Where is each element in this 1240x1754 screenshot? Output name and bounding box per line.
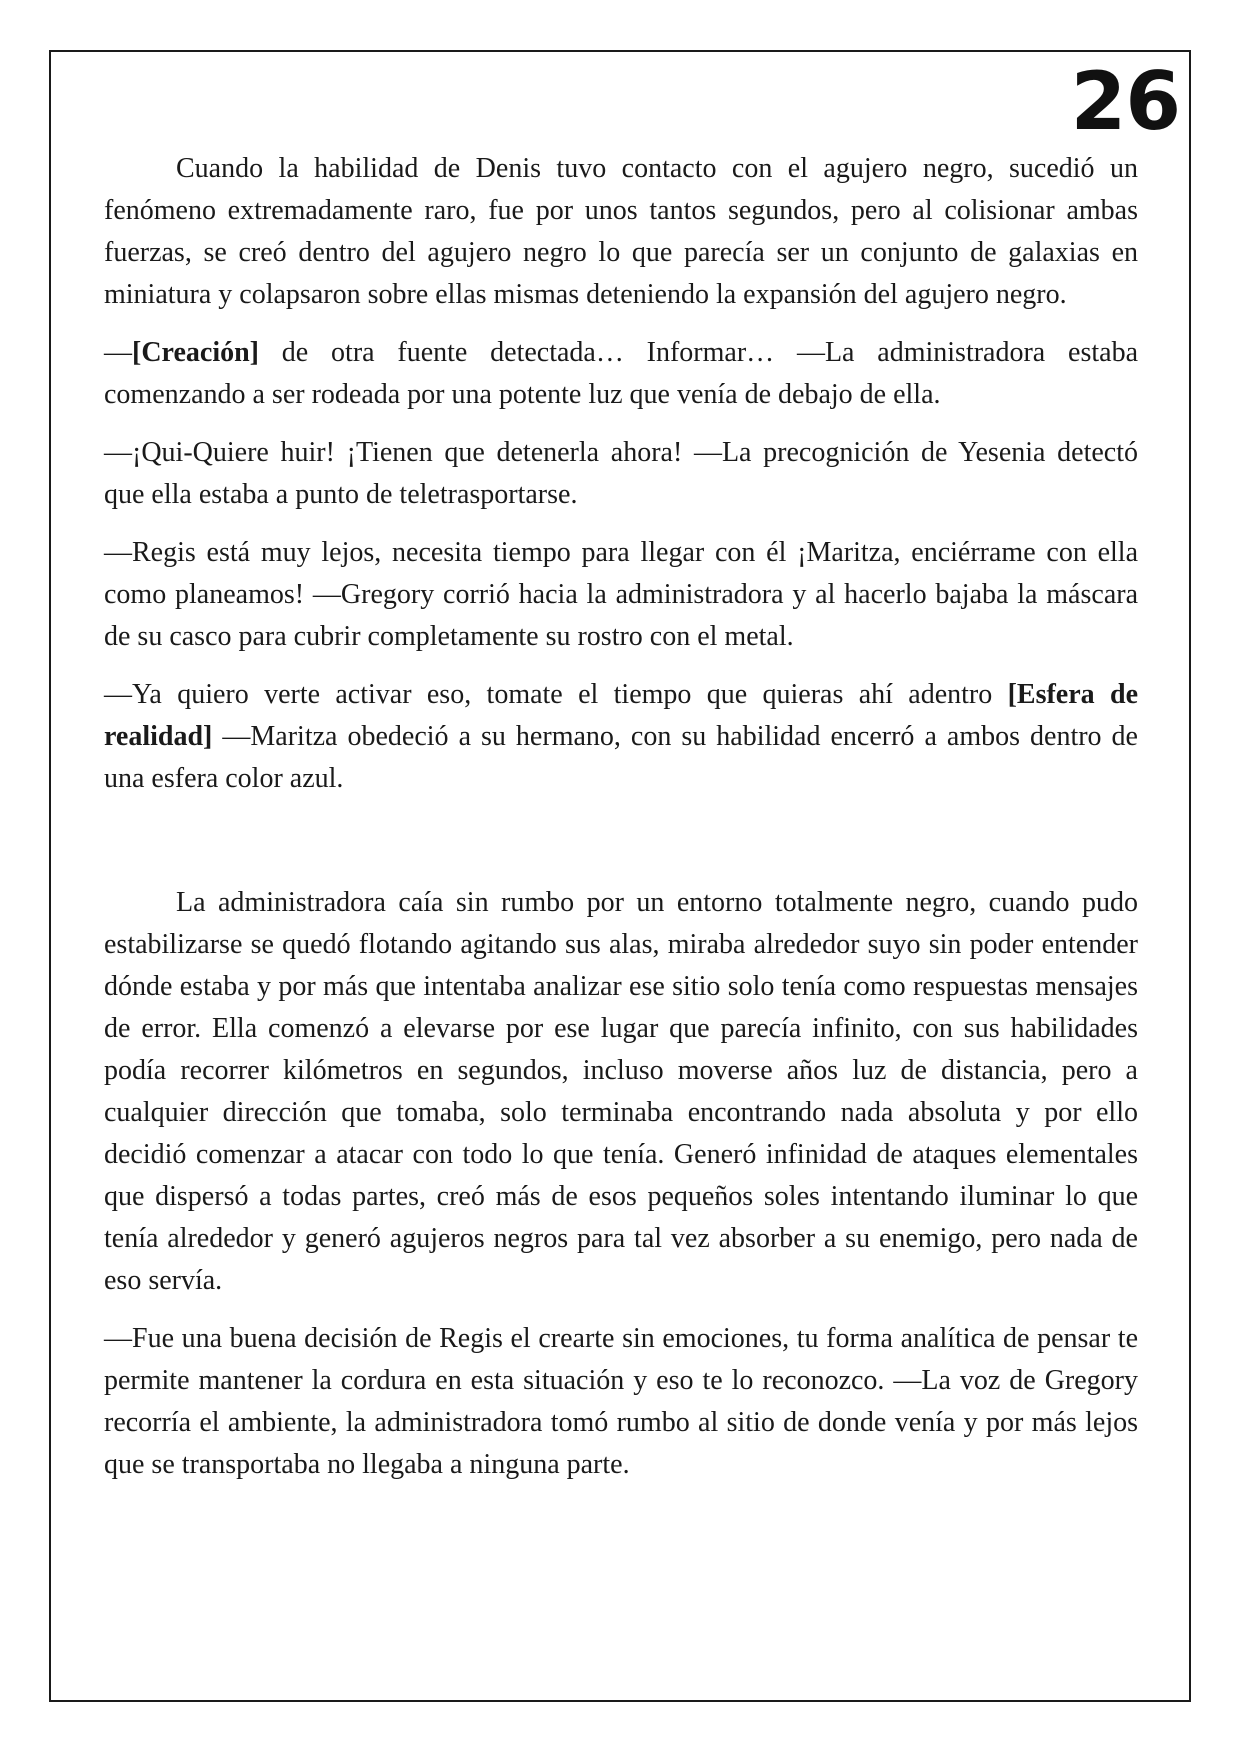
text-body (104, 148, 1138, 1502)
paragraph-administrator-falling: La administradora caía sin rumbo por un entorno totalmente negro, cuando pudo estabilizarse se quedó flotando agitando sus alas, miraba alrededor suyo sin poder entender dónde estaba y por más que intentaba analizar ese sitio solo tenía como respuestas mensajes de error. Ella comenzó a elevarse por ese lugar que parecía infinito, con sus habilidades podía recorrer kilómetros en segundos, incluso moverse años luz de distancia, pero a cualquier dirección que tomaba, solo terminaba encontrando nada absoluta y por ello decidió comenzar a atacar con todo lo que tenía. Generó infinidad de ataques elementales que dispersó a todas partes, creó más de esos pequeños soles intentando iluminar lo que tenía alrededor y generó agujeros negros para tal vez absorber a su enemigo, pero nada de eso servía. (104, 887, 1138, 1296)
page-number: 26 (1070, 55, 1180, 148)
dialogue-dash: — (104, 337, 132, 368)
paragraph-text: de otra fuente detectada… Informar… —La administradora estaba comenzando a ser rodeada por una potente luz que venía de debajo de ella. (104, 337, 1138, 410)
paragraph-gregory-plan: —Regis está muy lejos, necesita tiempo para llegar con él ¡Maritza, enciérrame con ella como planeamos! —Gregory corrió hacia la administradora y al hacerlo bajaba la máscara de su casco para cubrir completamente su rostro con el metal. (104, 537, 1138, 652)
paragraph-creation-detected (104, 332, 1138, 416)
paragraph-yesenia-warning: —¡Qui-Quiere huir! ¡Tienen que detenerla ahora! —La precognición de Yesenia detectó que ella estaba a punto de teletrasportarse. (104, 437, 1138, 510)
ability-term-reality-sphere: [Esfera de realidad] (104, 679, 1138, 752)
scene-break (104, 816, 1138, 882)
paragraph-black-hole-collision: Cuando la habilidad de Denis tuvo contacto con el agujero negro, sucedió un fenómeno extremadamente raro, fue por unos tantos segundos, pero al colisionar ambas fuerzas, se creó dentro del agujero negro lo que parecía ser un conjunto de galaxias en miniatura y colapsaron sobre ellas mismas deteniendo la expansión del agujero negro. (104, 153, 1138, 310)
paragraph-reality-sphere (104, 674, 1138, 800)
ability-term-creation: [Creación] (132, 337, 259, 368)
paragraph-text: —Ya quiero verte activar eso, tomate el tiempo que quieras ahí adentro (104, 679, 1008, 710)
paragraph-gregory-voice: —Fue una buena decisión de Regis el crearte sin emociones, tu forma analítica de pensar te permite mantener la cordura en esta situación y eso te lo reconozco. —La voz de Gregory recorría el ambiente, la administradora tomó rumbo al sitio de donde venía y por más lejos que se transportaba no llegaba a ninguna parte. (104, 1323, 1138, 1480)
paragraph-text: —Maritza obedeció a su hermano, con su habilidad encerró a ambos dentro de una esfera color azul. (104, 721, 1138, 794)
